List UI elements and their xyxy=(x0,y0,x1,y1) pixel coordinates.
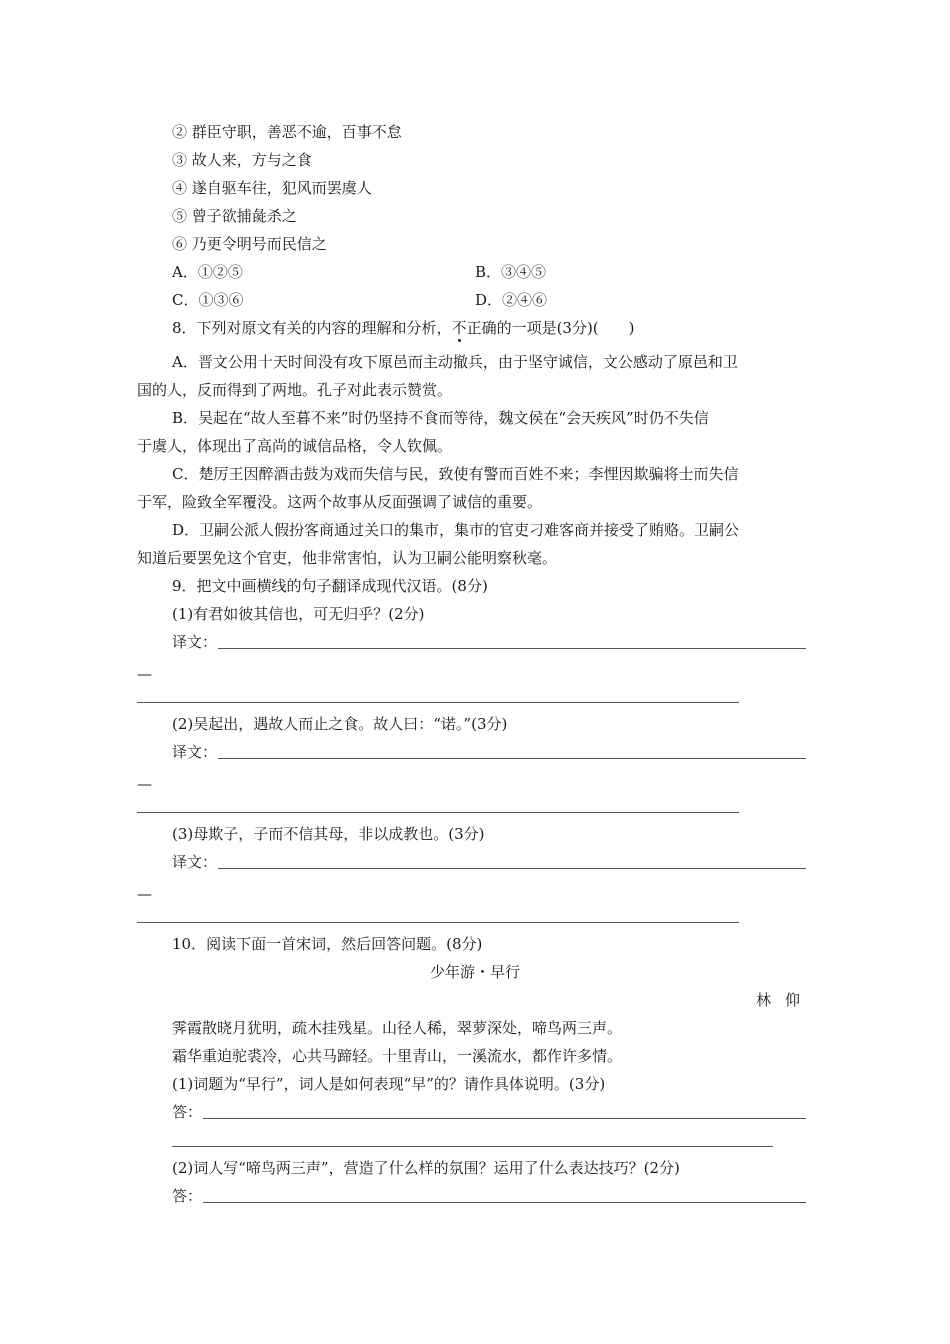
q9-sentence-3: (3)母欺子，子而不信其母，非以成教也。(3分) xyxy=(172,825,485,843)
poem-title: 少年游・早行 xyxy=(429,963,520,981)
q7-option-d: D．②④⑥ xyxy=(475,291,548,309)
answer-line[interactable] xyxy=(137,812,739,813)
q8-option-a-line1: A．晋文公用十天时间没有攻下原邑而主动撤兵，由于坚守诚信，文公感动了原邑和卫 xyxy=(172,353,738,371)
q8-option-c-line2: 于军，险致全军覆没。这两个故事从反面强调了诚信的重要。 xyxy=(137,493,543,511)
answer-line[interactable] xyxy=(218,868,806,869)
q8-option-a-line2: 国的人，反而得到了两地。孔子对此表示赞赏。 xyxy=(137,381,453,399)
answer-line[interactable] xyxy=(203,1202,806,1203)
q7-item-4: ④ 遂自驱车往，犯风而罢虞人 xyxy=(172,179,372,197)
continuation-dash: — xyxy=(137,775,152,793)
q9-label-3: 译文： xyxy=(172,853,218,871)
q8-option-b-line2: 于虞人，体现出了高尚的诚信品格，令人钦佩。 xyxy=(137,437,453,455)
q7-item-5: ⑤ 曾子欲捕彘杀之 xyxy=(172,207,297,225)
poem-author: 林仰 xyxy=(755,991,814,1009)
answer-line[interactable] xyxy=(137,702,739,703)
q7-option-a: A．①②⑤ xyxy=(172,263,243,281)
q10-stem: 10．阅读下面一首宋词，然后回答问题。(8分) xyxy=(172,935,483,953)
q9-sentence-1: (1)有君如彼其信也，可无归乎？(2分) xyxy=(172,605,425,623)
q7-option-b: B．③④⑤ xyxy=(475,263,547,281)
q10-question-2: (2)词人写“啼鸟两三声”，营造了什么样的氛围？运用了什么表达技巧？(2分) xyxy=(172,1159,680,1177)
q8-option-c-line1: C．楚厉王因醉酒击鼓为戏而失信与民，致使有警而百姓不来；李悝因欺骗将士而失信 xyxy=(172,465,739,483)
q10-question-1: (1)词题为“早行”，词人是如何表现“早”的？请作具体说明。(3分) xyxy=(172,1075,606,1093)
answer-label-2: 答： xyxy=(172,1187,203,1205)
q7-item-2: ② 群臣守职，善恶不逾，百事不怠 xyxy=(172,123,402,141)
emphasis-mark: 不 xyxy=(451,319,467,337)
answer-line[interactable] xyxy=(203,1118,806,1119)
continuation-dash: — xyxy=(137,885,152,903)
answer-line[interactable] xyxy=(137,922,739,923)
q9-stem: 9．把文中画横线的句子翻译成现代汉语。(8分) xyxy=(172,577,488,595)
q8-option-d-line2: 知道后要罢免这个官吏，他非常害怕，认为卫嗣公能明察秋毫。 xyxy=(137,549,558,567)
poem-line-1: 霁霞散晓月犹明，疏木挂残星。山径人稀，翠萝深处，啼鸟两三声。 xyxy=(172,1019,623,1037)
answer-line[interactable] xyxy=(218,648,806,649)
answer-line[interactable] xyxy=(172,1146,773,1147)
poem-line-2: 霜华重迫驼裘冷，心共马蹄轻。十里青山，一溪流水，都作许多情。 xyxy=(172,1047,623,1065)
q8-option-d-line1: D．卫嗣公派人假扮客商通过关口的集市，集市的官吏刁难客商并接受了贿赂。卫嗣公 xyxy=(172,521,740,539)
q9-label-1: 译文： xyxy=(172,633,218,651)
q8-stem: 8．下列对原文有关的内容的理解和分析，不正确的一项是(3分)( ) xyxy=(172,319,635,337)
q7-item-3: ③ 故人来，方与之食 xyxy=(172,151,312,169)
answer-label-1: 答： xyxy=(172,1103,203,1121)
q7-option-c: C．①③⑥ xyxy=(172,291,244,309)
q9-label-2: 译文： xyxy=(172,743,218,761)
q7-item-6: ⑥ 乃更令明号而民信之 xyxy=(172,235,327,253)
continuation-dash: — xyxy=(137,665,152,683)
q8-option-b-line1: B．吴起在“故人至暮不来”时仍坚持不食而等待，魏文侯在“会天疾风”时仍不失信 xyxy=(172,409,709,427)
q9-sentence-2: (2)吴起出，遇故人而止之食。故人曰：“诺。”(3分) xyxy=(172,715,508,733)
answer-line[interactable] xyxy=(218,758,806,759)
